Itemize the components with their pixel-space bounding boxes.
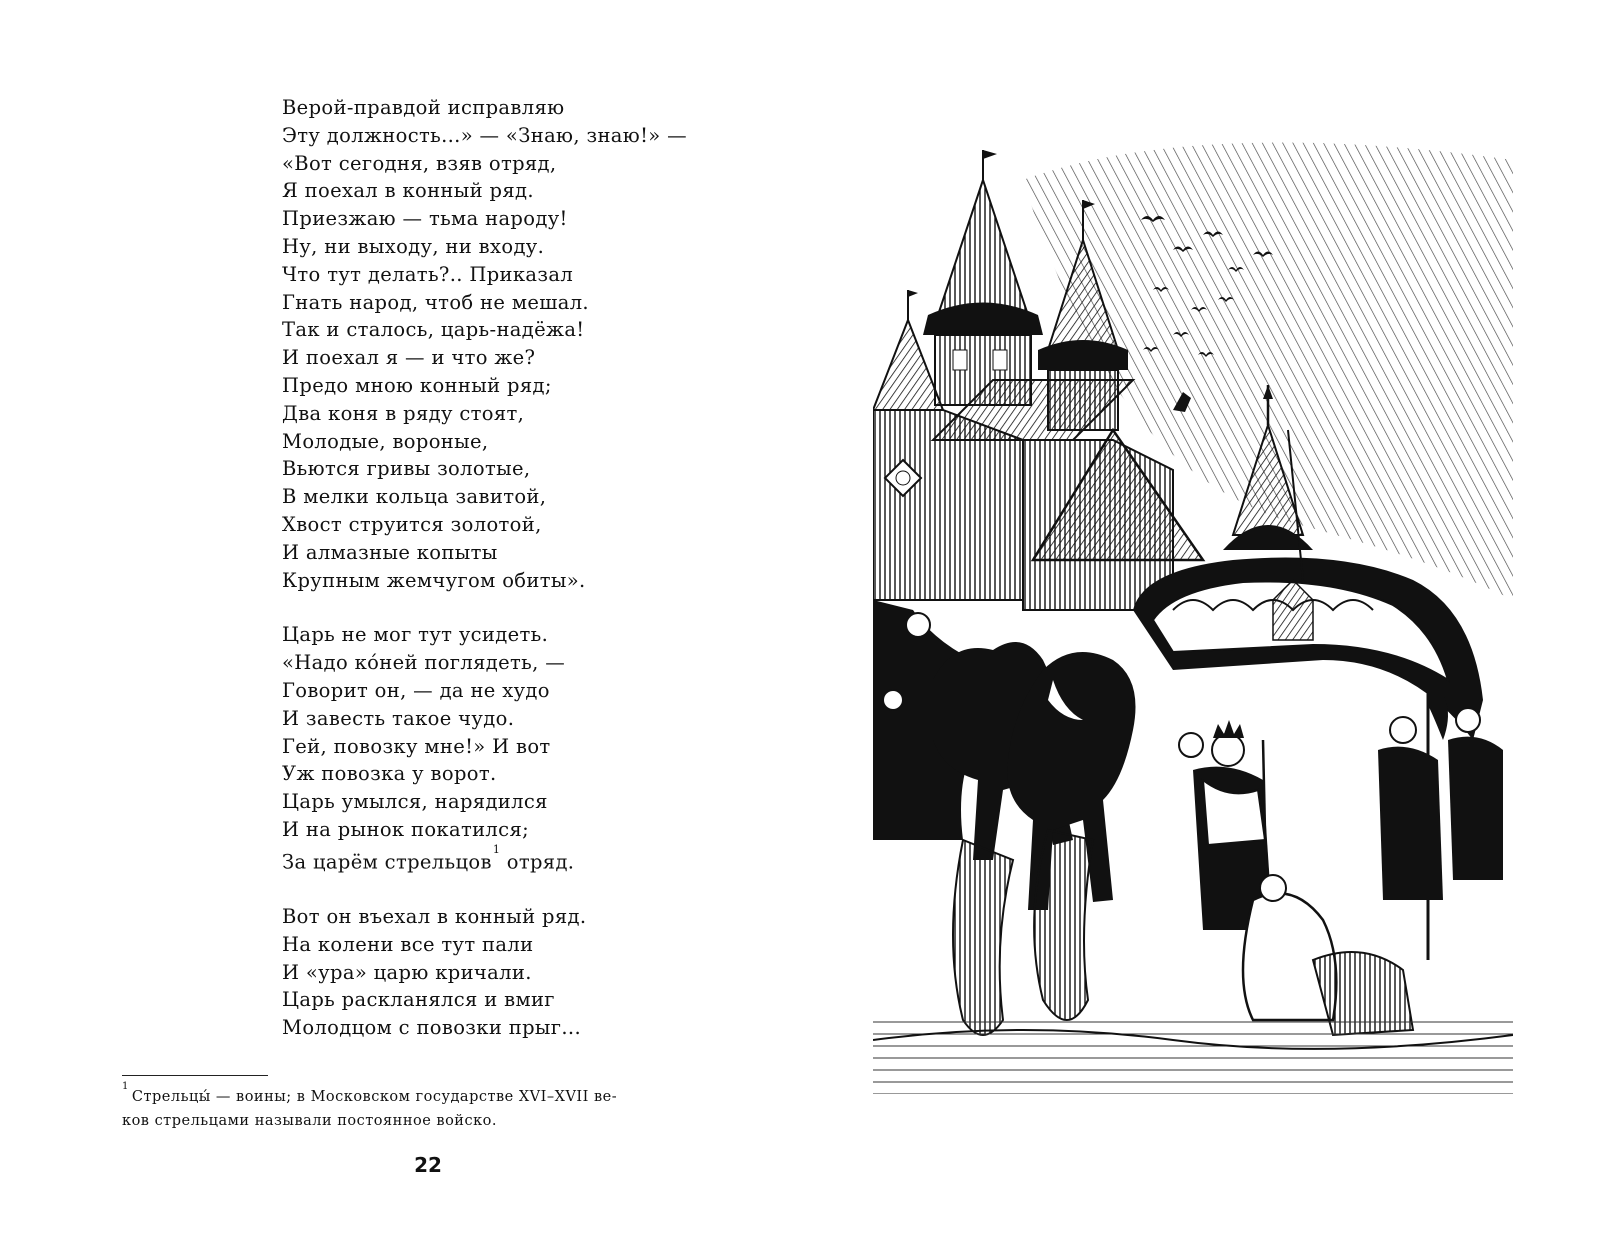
ink-illustration-icon — [873, 140, 1513, 1094]
footnote-divider — [122, 1075, 268, 1076]
poem-line: Уж повозка у ворот. — [282, 762, 497, 786]
poem-line: Ну, ни выходу, ни входу. — [282, 234, 545, 258]
poem-text — [282, 94, 687, 1042]
poem-line: Царь раскланялся и вмиг — [282, 988, 555, 1012]
poem-line: Молодые, вороные, — [282, 429, 489, 453]
poem-line: Крупным жемчугом обиты». — [282, 568, 586, 592]
stanza-1 — [282, 94, 687, 594]
poem-line-text: отряд. — [500, 850, 575, 874]
poem-line: Предо мною конный ряд; — [282, 373, 552, 397]
stanza-3 — [282, 903, 687, 1042]
poem-line: Гей, повозку мне!» И вот — [282, 734, 551, 758]
stanza-2 — [282, 621, 687, 876]
poem-line: И на рынок покатился; — [282, 817, 530, 841]
poem-line: Молодцом с повозки прыг... — [282, 1016, 581, 1040]
poem-line: Эту должность...» — «Знаю, знаю!» — — [282, 123, 687, 147]
poem-line: Вьются гривы золотые, — [282, 457, 531, 481]
poem-line: И поехал я — и что же? — [282, 346, 536, 370]
poem-line: Говорит он, — да не худо — [282, 678, 550, 702]
poem-line: Два коня в ряду стоят, — [282, 401, 525, 425]
poem-line: Верой-правдой исправляю — [282, 96, 565, 119]
poem-line: И алмазные копыты — [282, 540, 498, 564]
poem-line: Я поехал в конный ряд. — [282, 179, 534, 203]
poem-line: Приезжаю — тьма народу! — [282, 207, 568, 231]
poem-line: «Надо ко́ней поглядеть, — — [282, 651, 566, 675]
poem-line: И «ура» царю кричали. — [282, 960, 532, 984]
footnote-line — [122, 1081, 722, 1109]
poem-line: На колени все тут пали — [282, 932, 534, 956]
poem-line: Хвост струится золотой, — [282, 512, 542, 536]
poem-line: Вот он въехал в конный ряд. — [282, 905, 587, 929]
poem-line: Царь умылся, нарядился — [282, 790, 548, 814]
poem-line-footnoted — [282, 844, 687, 876]
footnote — [122, 1081, 722, 1133]
footnote-text: Стрельцы́ — воины; в Московском государстве XVI–XVII ве- — [131, 1088, 618, 1105]
poem-line: Что тут делать?.. Приказал — [282, 262, 574, 286]
poem-line: Царь не мог тут усидеть. — [282, 623, 549, 647]
poem-line: Гнать народ, чтоб не мешал. — [282, 290, 589, 314]
footnote-reference[interactable]: 1 — [492, 842, 501, 856]
poem-line-text: За царём стрельцов — [282, 850, 492, 874]
poem-line: И завесть такое чудо. — [282, 706, 515, 730]
poem-line: «Вот сегодня, взяв отряд, — [282, 151, 557, 175]
poem-line: В мелки кольца завитой, — [282, 485, 547, 509]
page-number: 22 — [414, 1153, 442, 1177]
footnote-mark: 1 — [122, 1081, 129, 1092]
poem-line: Так и сталось, царь-надёжа! — [282, 318, 585, 342]
footnote-line: ков стрельцами называли постоянное войско. — [122, 1112, 497, 1129]
